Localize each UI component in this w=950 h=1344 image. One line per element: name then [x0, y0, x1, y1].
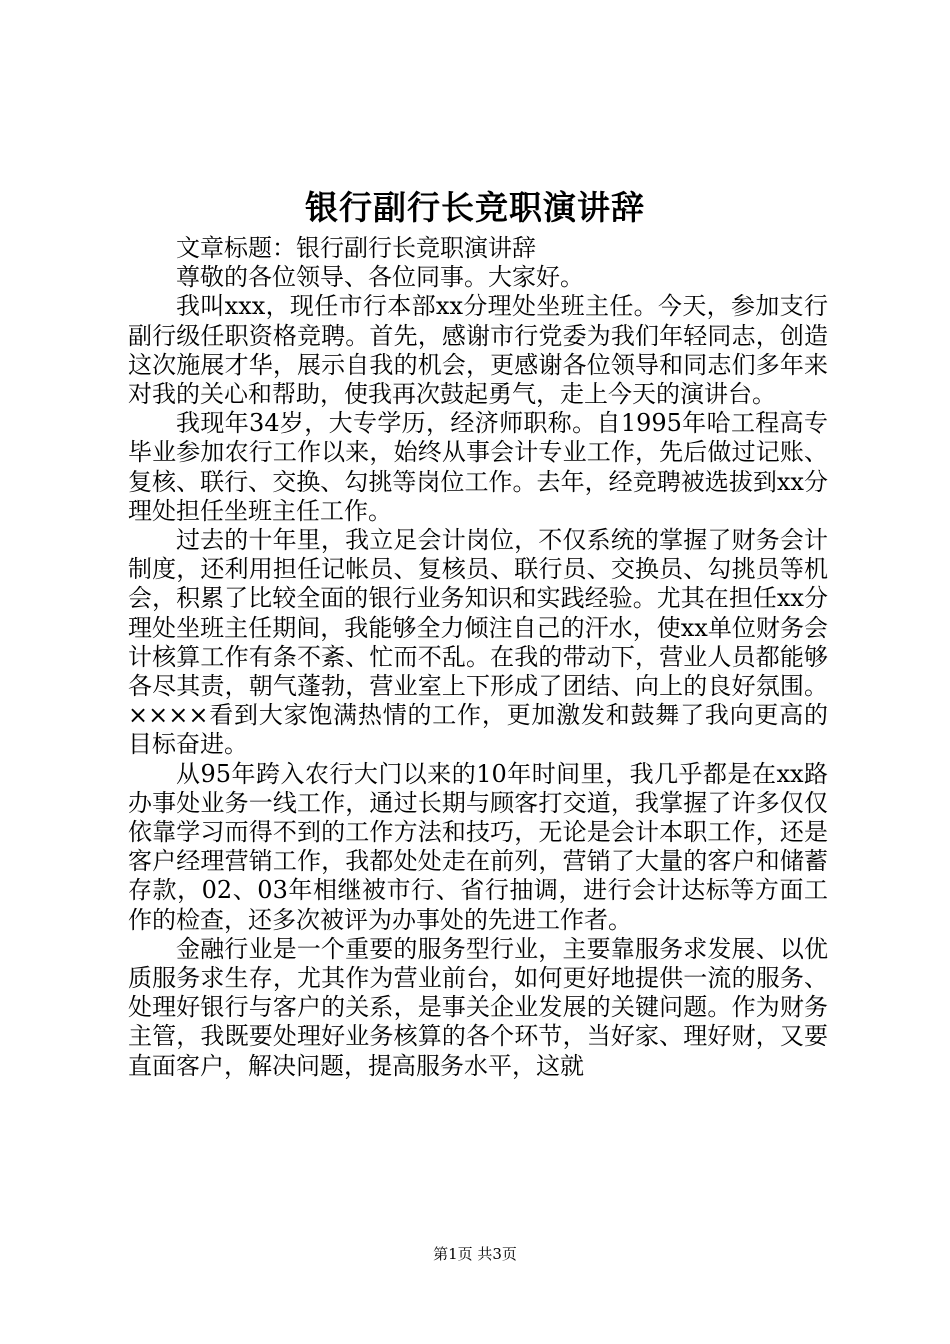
document-body [128, 234, 828, 1081]
paragraph-introduction: 我叫xxx，现任市行本部xx分理处坐班主任。今天，参加支行副行级任职资格竞聘。首先，感谢市行党委为我们年轻同志，创造这次施展才华，展示自我的机会，更感谢各位领导和同志们多年来对我的关心和帮助，使我再次鼓起勇气，走上今天的演讲台。 [128, 292, 828, 409]
paragraph-greeting: 尊敬的各位领导、各位同事。大家好。 [176, 263, 584, 292]
paragraph-background: 我现年34岁，大专学历，经济师职称。自1995年哈工程高专毕业参加农行工作以来，始终从事会计专业工作，先后做过记账、复核、联行、交换、勾挑等岗位工作。去年，经竞聘被选拔到xx分理处担任坐班主任工作。 [128, 409, 828, 525]
page-number-footer: 第1页 共3页 [433, 1245, 517, 1263]
document-title: 银行副行长竞职演讲辞 [305, 188, 645, 227]
paragraph-achievements: 从95年跨入农行大门以来的10年时间里，我几乎都是在xx路办事处业务一线工作，通过长期与顾客打交道，我掌握了许多仅仅依靠学习而得不到的工作方法和技巧，无论是会计本职工作，还是客户经理营销工作，我都处处走在前列，营销了大量的客户和储蓄存款，02、03年相继被市行、省行抽调，进行会计达标等方面工作的检查，还多次被评为办事处的先进工作者。 [128, 759, 828, 934]
paragraph-service: 金融行业是一个重要的服务型行业，主要靠服务求发展、以优质服务求生存，尤其作为营业前台，如何更好地提供一流的服务、处理好银行与客户的关系，是事关企业发展的关键问题。作为财务主管，我既要处理好业务核算的各个环节，当好家、理好财，又要直面客户，解决问题，提高服务水平，这就 [128, 934, 828, 1080]
paragraph-experience: 过去的十年里，我立足会计岗位，不仅系统的掌握了财务会计制度，还利用担任记帐员、复核员、联行员、交换员、勾挑员等机会，积累了比较全面的银行业务知识和实践经验。尤其在担任xx分理处坐班主任期间，我能够全力倾注自己的汗水，使xx单位财务会计核算工作有条不紊、忙而不乱。在我的带动下，营业人员都能够各尽其责，朝气蓬勃，营业室上下形成了团结、向上的良好氛围。××××看到大家饱满热情的工作，更加激发和鼓舞了我向更高的目标奋进。 [128, 526, 828, 759]
paragraph-article-title: 文章标题：银行副行长竞职演讲辞 [176, 234, 536, 262]
